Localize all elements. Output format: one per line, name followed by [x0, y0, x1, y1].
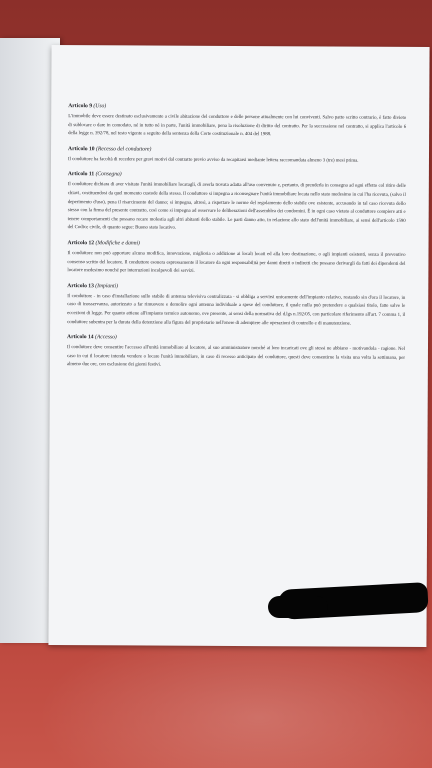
document-page [48, 45, 429, 647]
article-10 [68, 146, 406, 166]
article-11 [68, 171, 406, 234]
article-body: L'immobile deve essere destinato esclusivamente a civile abitazione del conduttore e delle persone attualmente con lui conviventi. Salvo patto scritto contrario, è fatto divieto di sublocare o dare in comodato, né in tutto né in parte, l'unità immobiliare, pena la risoluzione di diritto del contratto. Per la successione nel contratto, si applica l'articolo 6 della legge n. 392/78, nel testo vigente a seguito della sentenza della Corte costituzionale n. 404 del 1988. [68, 114, 407, 138]
article-number: Articolo 12 [67, 240, 95, 247]
article-subtitle: (Impianti) [95, 282, 118, 290]
article-12 [67, 240, 405, 278]
article-subtitle: (Consegna) [95, 171, 122, 178]
article-number: Articolo 11 [67, 171, 95, 178]
redaction-mark [268, 596, 328, 618]
article-body: Il conduttore - in caso d'installazione sullo stabile di antenna televisiva centralizzata - si obbliga a servirsi unicamente dell'impianto relativo, restando sin d'ora il locatore, in caso di inosservanza, autorizzato a far rimuovere e demolire ogni antenna individuale a spese del conduttore, il quale nulla può pretendere a qualsiasi titolo, fatte salve le eccezioni di legge. Per quanto attiene all'impianto termico autonomo, ove presente, ai sensi della normativa del d.lgs n.192/05, con particolare riferimento all'art. 7 comma 1, il conduttore subentra per la durata della detenzione alla figura del proprietario nell'onere di adempiere alle operazioni di controllo e di manutenzione. [67, 293, 406, 327]
article-number: Articolo 13 [67, 282, 94, 289]
article-number: Articolo 9 [68, 103, 93, 110]
article-number: Articolo 10 [68, 145, 95, 153]
article-14 [67, 334, 405, 372]
article-subtitle: (Uso) [93, 103, 107, 110]
document-content [67, 103, 406, 379]
article-body: Il conduttore deve consentire l'accesso all'unità immobiliare al locatore, al suo amministratore nonché ai loro incaricati ove gli stessi ne abbiano - motivandola - ragione. Nel caso in cui il locatore intenda vendere o locare l'unità immobiliare, in caso di recesso anticipato del conduttore, questi deve consentirne la visita una volta la settimana, per almeno due ore, con esclusione dei giorni festivi. [66, 345, 405, 368]
article-number: Articolo 14 [67, 334, 94, 341]
article-13 [67, 283, 405, 329]
article-subtitle: (Recesso del conduttore) [95, 146, 152, 153]
article-9 [68, 103, 406, 141]
article-body: Il conduttore dichiara di aver visitato l'unità immobiliare locatagli, di averla trovata adatta all'uso convenuto e, pertanto, di prenderla in consegna ad ogni effetto col ritiro delle chiavi, costituendosi da quel momento custode della stessa. Il conduttore si impegna a riconsegnare l'unità immobiliare locata nello stato medesimo in cui l'ha ricevuta, (salvo il deperimento d'uso), pena il risarcimento del danno; si impegna, altresì, a rispettare le norme del regolamento dello stabile ove esistente, accusando in tal caso ricevuta dello stesso con la firma del presente contratto, così come si impegna ad osservare le deliberazioni dell'assemblea dei condomini. È in ogni caso vietato al conduttore compiere atti e tenere comportamenti che possano recare molestia agli altri abitanti dello stabile. Le parti danno atto, in relazione allo stato dell'unità immobiliare, ai sensi dell'articolo 1590 del Codice civile, di quanto segue: Buono stato locativo. [67, 182, 406, 232]
article-body: Il conduttore non può apportare alcuna modifica, innovazione, miglioria o addizione ai locali locati ed alla loro destinazione, o agli impianti esistenti, senza il preventivo consenso scritto del locatore. Il conduttore esonera espressamente il locatore da ogni responsabilità per danni diretti o indiretti che possano derivargli da fatti dei dipendenti del locatore medesimo nonché per interruzioni incolpevoli dei servizi. [67, 251, 406, 274]
article-subtitle: (Accesso) [94, 334, 117, 341]
article-body: Il conduttore ha facoltà di recedere per gravi motivi dal contratto previo avviso da recapitarsi mediante lettera raccomandata almeno 3 (tre) mesi prima. [67, 156, 359, 164]
article-subtitle: (Modifiche e danni) [95, 240, 140, 247]
